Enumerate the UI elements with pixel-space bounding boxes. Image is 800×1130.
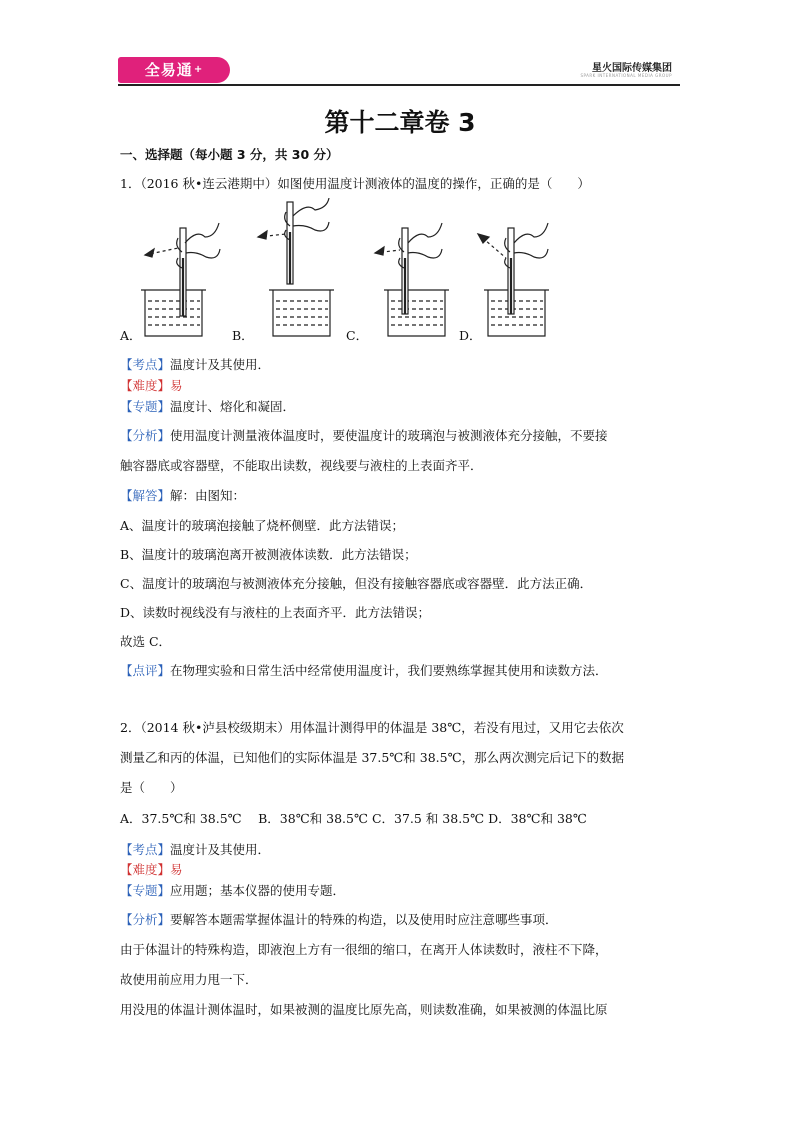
q1-figure	[120, 198, 680, 346]
q2-body-1: 由于体温计的特殊构造，即液泡上方有一很细的缩口，在离开人体读数时，液柱不下降，	[120, 942, 608, 957]
q2-options: A．37.5℃和 38.5℃ B．38℃和 38.5℃ C．37.5 和 38.5℃ D．38℃和 38℃	[120, 811, 587, 826]
option-label-c: C．	[346, 328, 369, 343]
q1-line-b: B、温度计的玻璃泡离开被测液体读数．此方法错误；	[120, 547, 417, 562]
nandu-tag: 【难度】	[120, 862, 171, 877]
page-header	[118, 56, 680, 86]
q1-line-c: C、温度计的玻璃泡与被测液体充分接触，但没有接触容器底或容器壁．此方法正确．	[120, 576, 593, 591]
q1-jieda	[120, 486, 245, 504]
diagram-a	[141, 223, 220, 336]
kaodian-tag: 【考点】	[120, 842, 171, 857]
diagram-d	[478, 223, 549, 336]
q2-zhuanti	[120, 881, 345, 899]
dianping-tag: 【点评】	[120, 663, 171, 678]
fenxi-tag: 【分析】	[120, 428, 171, 443]
group-subtitle: SPARK INTERNATIONAL MEDIA GROUP	[580, 73, 672, 78]
kaodian-text: 温度计及其使用．	[170, 842, 271, 857]
nandu-text: 易	[170, 862, 183, 877]
jieda-tag: 【解答】	[120, 488, 171, 503]
kaodian-tag: 【考点】	[120, 357, 171, 372]
diagram-b	[258, 198, 334, 336]
q1-kaodian	[120, 355, 270, 373]
fenxi-tag: 【分析】	[120, 912, 171, 927]
q1-fenxi-1	[120, 426, 608, 444]
zhuanti-tag: 【专题】	[120, 883, 171, 898]
diagram-c	[375, 223, 449, 336]
q2-nandu	[120, 860, 183, 878]
nandu-tag: 【难度】	[120, 378, 171, 393]
header-rule	[118, 84, 680, 86]
page-title: 第十二章卷 3	[324, 108, 476, 137]
q2-stem-3: 是（ ）	[120, 780, 183, 795]
q2-body-2: 故使用前应用力甩一下．	[120, 972, 258, 987]
zhuanti-tag: 【专题】	[120, 399, 171, 414]
q1-stem: 1．（2016 秋•连云港期中）如图使用温度计测液体的温度的操作，正确的是（ ）	[120, 176, 590, 191]
q1-answer: 故选 C．	[120, 634, 172, 649]
nandu-text: 易	[170, 378, 183, 393]
dianping-text: 在物理实验和日常生活中经常使用温度计，我们要熟练掌握其使用和读数方法．	[170, 663, 608, 678]
q1-fenxi-2: 触容器底或容器壁，不能取出读数，视线要与液柱的上表面齐平．	[120, 458, 483, 473]
q1-line-a: A、温度计的玻璃泡接触了烧杯侧壁．此方法错误；	[120, 518, 405, 533]
option-label-b: B．	[232, 328, 254, 343]
q1-nandu	[120, 376, 183, 394]
section-heading: 一、选择题（每小题 3 分，共 30 分）	[120, 147, 339, 162]
logo-plus: +	[193, 64, 204, 75]
fenxi-text: 要解答本题需掌握体温计的特殊的构造，以及使用时应注意哪些事项．	[170, 912, 558, 927]
q2-fenxi	[120, 910, 558, 928]
q2-stem-1: 2．（2014 秋•泸县校级期末）用体温计测得甲的体温是 38℃，若没有甩过，又用它去依次	[120, 720, 624, 735]
kaodian-text: 温度计及其使用．	[170, 357, 271, 372]
q1-zhuanti	[120, 397, 295, 415]
jieda-text: 解：由图知：	[170, 488, 246, 503]
option-label-d: D．	[459, 328, 482, 343]
group-name: 星火国际传媒集团	[592, 63, 672, 74]
q1-dianping	[120, 661, 608, 679]
option-label-a: A．	[120, 328, 142, 343]
fenxi-text-1: 使用温度计测量液体温度时，要使温度计的玻璃泡与被测液体充分接触，不要接	[170, 428, 608, 443]
q2-kaodian	[120, 840, 270, 858]
q2-stem-2: 测量乙和丙的体温，已知他们的实际体温是 37.5℃和 38.5℃，那么两次测完后记下的数据	[120, 750, 625, 765]
thermometer-diagrams	[120, 198, 680, 346]
logo-text: 全易通	[144, 61, 193, 79]
q1-line-d: D、读数时视线没有与液柱的上表面齐平．此方法错误；	[120, 605, 431, 620]
zhuanti-text: 温度计、熔化和凝固．	[170, 399, 296, 414]
q2-body-3: 用没甩的体温计测体温时，如果被测的温度比原先高，则读数准确，如果被测的体温比原	[120, 1002, 608, 1017]
zhuanti-text: 应用题；基本仪器的使用专题．	[170, 883, 346, 898]
logo	[118, 57, 230, 83]
